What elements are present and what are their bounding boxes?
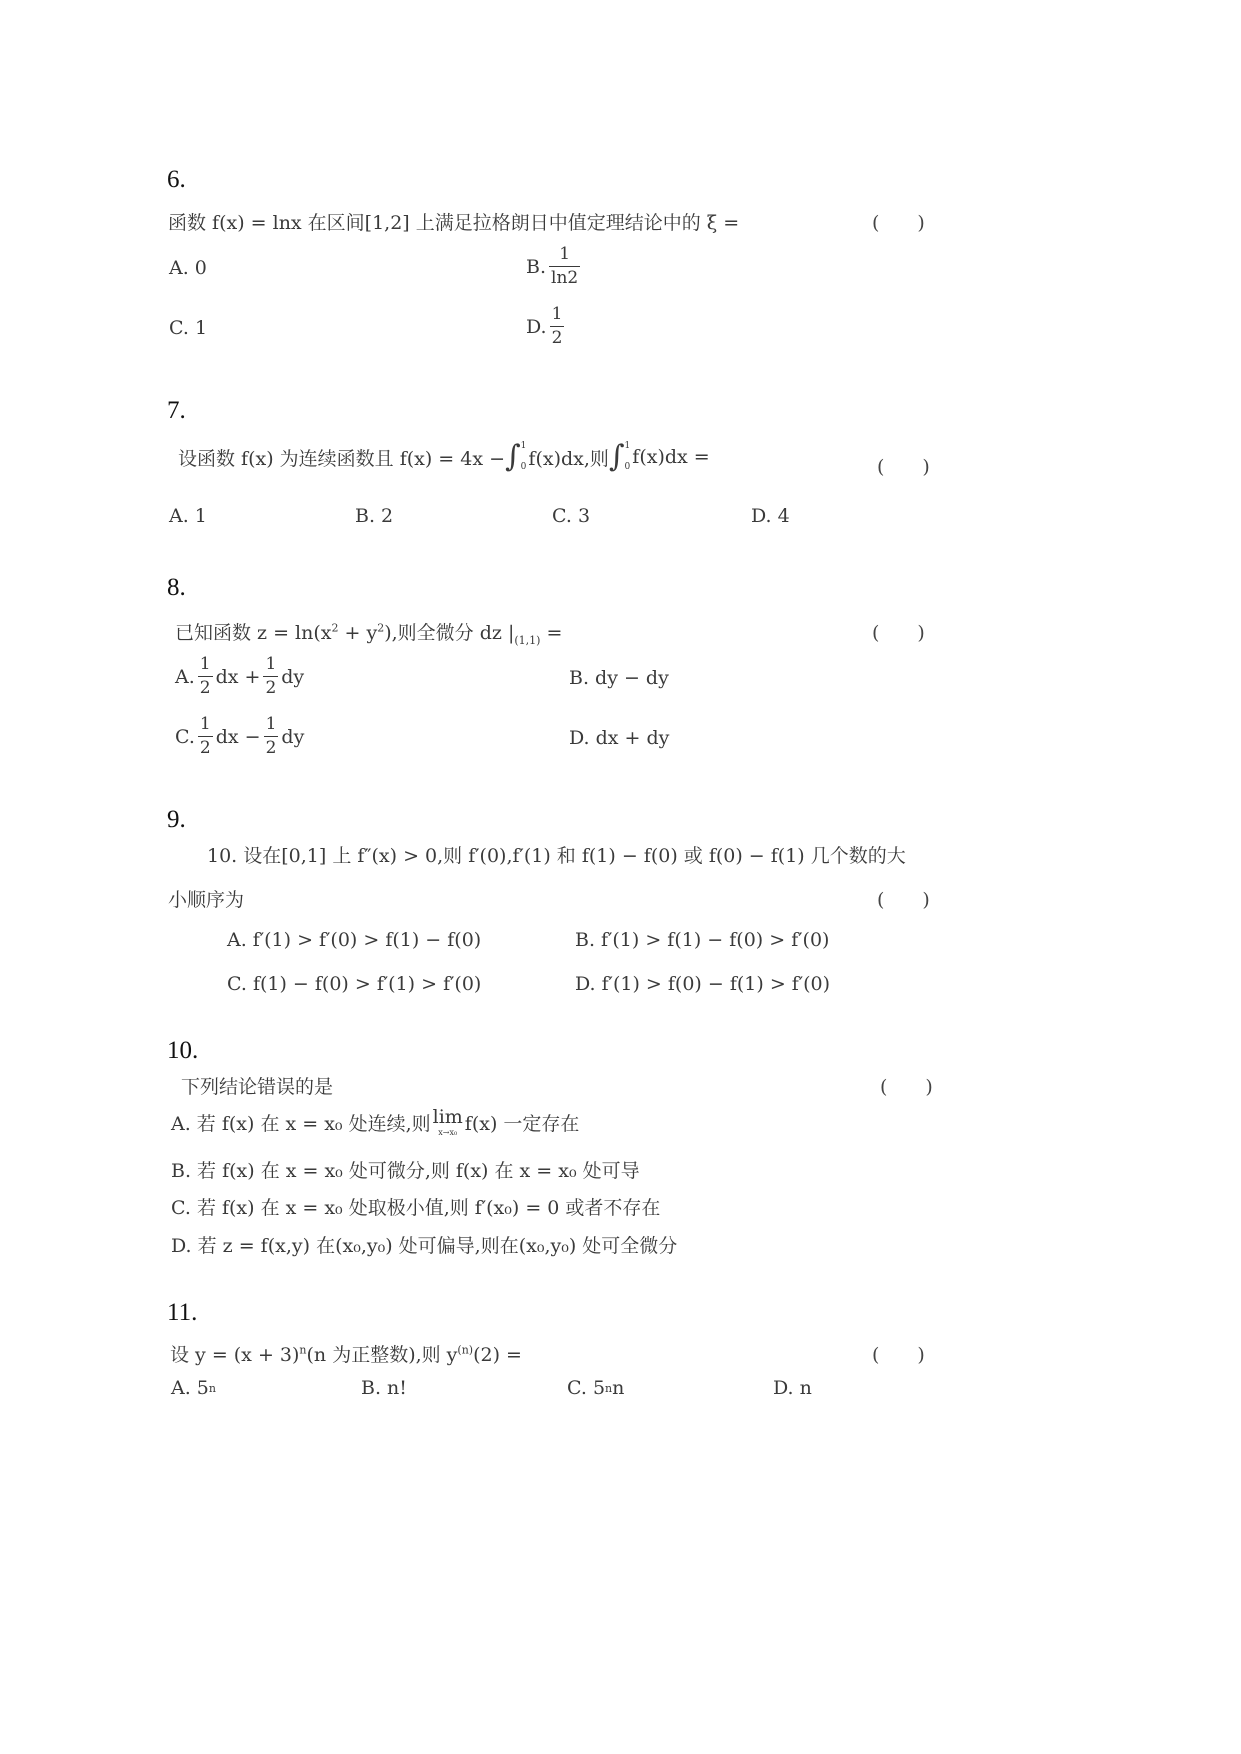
fraction [198,716,213,757]
option-text: dy [281,725,305,748]
question-10-answer-paren: ( ) [880,1076,933,1098]
integral-sign: ∫ [608,439,625,474]
question-6-option-b [526,246,583,287]
question-6-answer-paren: ( ) [872,212,925,234]
exponent: n [605,1381,613,1395]
question-7-option-a: A. 1 [169,505,207,527]
question-11-option-c [567,1377,624,1399]
fraction-numerator: 1 [265,714,277,734]
fraction-numerator: 1 [265,654,277,674]
integral-sign: ∫ [505,439,521,474]
option-label: A. [175,665,195,688]
option-text: C. 5 [567,1377,606,1399]
option-text: dy [281,665,305,688]
question-9-number: 9. [167,806,186,833]
question-9-option-b: B. f′(1) > f(1) − f(0) > f′(0) [575,929,830,951]
stem-text: 已知函数 z = ln(x [175,622,332,644]
question-10-option-c: C. 若 f(x) 在 x = x₀ 处取极小值,则 f′(x₀) = 0 或者不存在 [171,1197,661,1219]
stem-text: f(x)dx,则 [528,447,609,470]
option-text: n [612,1377,625,1399]
question-7-option-b: B. 2 [355,505,394,527]
question-9-option-d: D. f′(1) > f(0) − f(1) > f′(0) [575,973,831,995]
question-6-option-c: C. 1 [169,317,208,339]
option-text: f(x) 一定存在 [464,1113,580,1135]
fraction-numerator: 1 [199,714,211,734]
limit [433,1108,463,1137]
question-8-option-b: B. dy − dy [569,667,669,689]
question-7-number: 7. [167,397,186,424]
question-6-number: 6. [167,166,186,193]
limit-subscript: x→x₀ [438,1128,458,1137]
exponent: n [208,1381,216,1395]
stem-text: (n 为正整数),则 y [306,1344,458,1366]
stem-text: ),则全微分 dz | [384,622,515,644]
question-8-answer-paren: ( ) [872,622,925,644]
option-label: C. [175,725,195,748]
question-7-option-d: D. 4 [751,505,790,527]
fraction-denominator: 2 [265,738,277,758]
question-9-option-c: C. f(1) − f(0) > f′(1) > f′(0) [227,973,482,995]
fraction [263,656,278,697]
stem-text: + y [338,622,378,644]
stem-text: 设函数 f(x) 为连续函数且 f(x) = 4x − [178,447,506,470]
stem-text: f(x)dx = [632,446,710,468]
integral [608,439,632,474]
question-8-option-d: D. dx + dy [569,727,670,749]
fraction-denominator: 2 [551,328,563,348]
fraction-denominator: 2 [199,738,211,758]
question-11-option-d: D. n [773,1377,812,1399]
question-9-answer-paren: ( ) [877,889,930,911]
limit-word: lim [432,1106,463,1128]
stem-text: (2) = [473,1344,522,1366]
exponent: 2 [377,621,385,635]
integral-upper-limit: 1 [624,441,631,451]
question-11-number: 11. [167,1299,198,1326]
question-7-answer-paren: ( ) [877,456,930,478]
question-10-option-a [171,1108,579,1137]
question-10-option-b: B. 若 f(x) 在 x = x₀ 处可微分,则 f(x) 在 x = x₀ 处可导 [171,1160,640,1182]
question-8-option-a [175,656,304,697]
option-label: D. [526,315,547,338]
option-text: A. 5 [171,1377,209,1399]
evaluation-point: (1,1) [514,633,541,647]
stem-text: = [540,622,563,644]
stem-text: 设 y = (x + 3) [170,1344,300,1366]
fraction [550,306,565,347]
question-8-number: 8. [167,574,186,601]
exponent: (n) [457,1343,474,1357]
question-7-stem [178,439,710,474]
fraction-denominator: ln2 [551,268,579,288]
fraction-numerator: 1 [551,304,563,324]
question-11-option-b: B. n! [361,1377,407,1399]
question-11-stem [170,1340,522,1367]
question-11-answer-paren: ( ) [872,1344,925,1366]
question-9-stem-line2: 小顺序为 [168,889,245,911]
question-6-option-d [526,306,567,347]
question-9-option-a: A. f′(1) > f′(0) > f(1) − f(0) [227,929,482,951]
integral-upper-limit: 1 [520,441,527,451]
question-11-option-a [171,1377,216,1399]
question-8-option-c [175,716,304,757]
integral-lower-limit: 0 [624,462,631,472]
question-10-option-d: D. 若 z = f(x,y) 在(x₀,y₀) 处可偏导,则在(x₀,y₀) 处可全微分 [171,1235,678,1257]
fraction-numerator: 1 [199,654,211,674]
fraction-denominator: 2 [199,678,211,698]
fraction [264,716,279,757]
fraction-numerator: 1 [559,244,571,264]
fraction [198,656,213,697]
integral-lower-limit: 0 [520,462,527,472]
question-10-number: 10. [167,1037,199,1064]
fraction-denominator: 2 [265,678,277,698]
question-7-option-c: C. 3 [552,505,591,527]
question-9-stem-line1: 10. 设在[0,1] 上 f″(x) > 0,则 f′(0),f′(1) 和 f(1) − f(0) 或 f(0) − f(1) 几个数的大 [207,845,906,867]
option-label: B. [526,255,547,278]
integral [505,439,528,474]
option-text: dx + [215,665,261,688]
question-6-stem: 函数 f(x) = lnx 在区间[1,2] 上满足拉格朗日中值定理结论中的 ξ = [168,212,740,234]
option-text: dx − [215,725,261,748]
question-6-option-a: A. 0 [169,257,207,279]
option-text: A. 若 f(x) 在 x = x₀ 处连续,则 [171,1113,431,1135]
fraction [549,246,580,287]
question-8-stem [175,618,562,647]
exponent: 2 [331,621,339,635]
question-10-stem: 下列结论错误的是 [181,1076,334,1098]
exponent: n [299,1343,307,1357]
